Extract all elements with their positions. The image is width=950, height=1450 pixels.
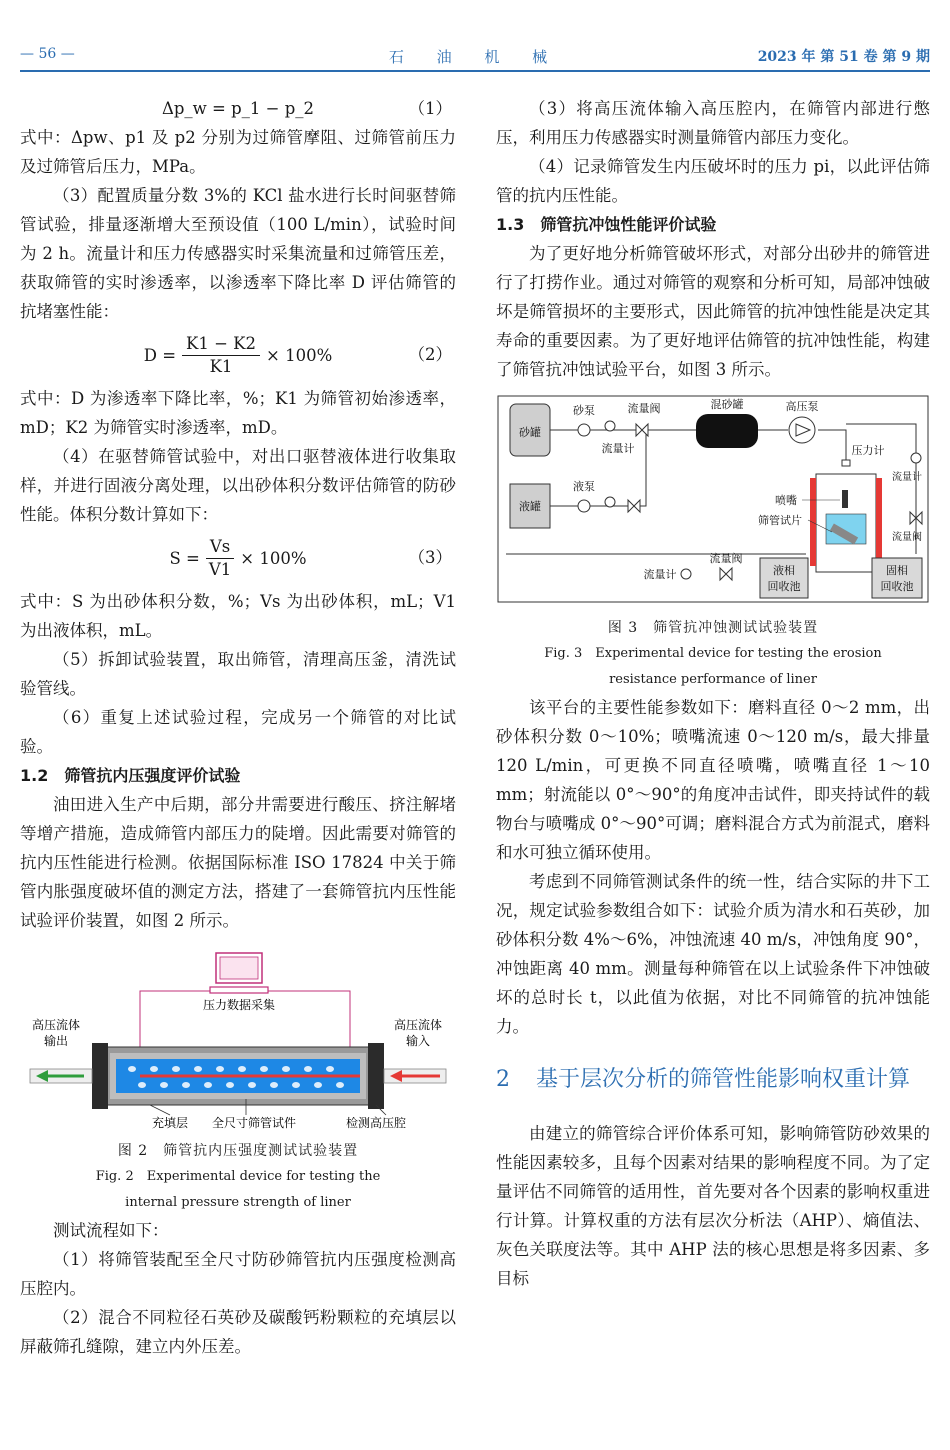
issue-info: 2023 年 第 51 卷 第 9 期	[757, 49, 930, 65]
paragraph: 式中：Δpw、p1 及 p2 分别为过筛管摩阻、过筛管前压力及过筛管后压力，MPa。	[20, 128, 456, 176]
figure-2-caption-en: internal pressure strength of liner	[125, 1195, 351, 1210]
fig3-liq-recovery-label: 液相	[773, 564, 795, 577]
sand-pump-icon	[578, 424, 590, 436]
fig3-sand-pump-label: 砂泵	[573, 404, 595, 417]
paragraph: （4）在驱替筛管试验中，对出口驱替液体进行收集取样，并进行固液分离处理，以出砂体积分数评估筛管的防砂性能。体积分数计算如下：	[20, 447, 456, 524]
fig3-liquid-tank-label: 液罐	[519, 500, 541, 513]
paragraph: 测试流程如下：	[53, 1221, 169, 1240]
fig3-flow-valve-label: 流量阀	[627, 402, 661, 415]
fig2-output-label: 输出	[43, 1034, 69, 1048]
equation-1-number: （1）	[408, 99, 452, 118]
paragraph: 为了更好地分析筛管破坏形式，对部分出砂井的筛管进行了打捞作业。通过对筛管的观察和分析可知，局部冲蚀破坏是筛管损坏的主要形式，因此筛管的抗冲蚀性能是决定其寿命的重要因素。为了更好地评估筛管的抗冲蚀性能，构建了筛管抗冲蚀试验平台，如图 3 所示。	[496, 244, 930, 379]
pressure-gauge-icon	[842, 460, 850, 466]
paragraph: （1）将筛管装配至全尺寸防砂筛管抗内压强度检测高压腔内。	[20, 1250, 456, 1298]
fig3-nozzle-label: 喷嘴	[775, 494, 797, 507]
equation-3-rhs: × 100%	[240, 548, 307, 568]
figure-2-diagram	[20, 949, 456, 1129]
sand-mixer	[696, 414, 758, 448]
paragraph: （4）记录筛管发生内压破坏时的压力 pi，以此评估筛管的抗内压性能。	[496, 157, 930, 205]
paragraph: 式中：S 为出砂体积分数，%；Vs 为出砂体积，mL；V1 为出液体积，mL。	[20, 592, 456, 640]
equation-2-denominator: K1	[209, 356, 233, 376]
fig3-bottom-valve-label: 流量阀	[709, 552, 743, 565]
section-heading-2	[496, 1063, 930, 1097]
fig3-liquid-pump-label: 液泵	[573, 480, 595, 493]
data-wire	[140, 991, 210, 1053]
equation-3-fraction	[206, 536, 234, 581]
fig3-right-valve-label: 流量阀	[892, 532, 922, 543]
fig3-right-meter-label: 流量计	[892, 472, 922, 483]
fig3-solid-recovery-label: 回收池	[880, 580, 914, 593]
equation-2-fraction	[182, 333, 260, 378]
figure-3-caption-en: Fig. 3 Experimental device for testing the erosion	[544, 646, 882, 661]
fig3-mixer-label: 混砂罐	[710, 398, 744, 411]
paragraph: （5）拆卸试验装置，取出筛管，清理高压釜，清洗试验管线。	[20, 650, 456, 698]
fig2-specimen-label: 全尺寸筛管试件	[211, 1116, 297, 1129]
paragraph: （6）重复上述试验过程，完成另一个筛管的对比试验。	[20, 708, 456, 756]
fig3-sand-tank-label: 砂罐	[519, 426, 541, 439]
end-cap-right	[368, 1043, 384, 1109]
equation-2-numerator: K1 − K2	[182, 333, 260, 356]
figure-2-caption-en: Fig. 2 Experimental device for testing the	[95, 1169, 381, 1184]
fig2-daq-label: 压力数据采集	[202, 998, 276, 1012]
fig3-solid-recovery-label: 固相	[886, 564, 908, 577]
equation-2-number: （2）	[408, 345, 452, 364]
figure-2-caption-zh: 图 2 筛管抗内压强度测试试验装置	[117, 1143, 359, 1159]
paragraph: （3）将高压流体输入高压腔内，在筛管内部进行憋压，利用压力传感器实时测量筛管内部压力变化。	[496, 99, 930, 147]
left-column	[20, 94, 456, 1361]
paragraph: （3）配置质量分数 3%的 KCl 盐水进行长时间驱替筛管试验，排量逐渐增大至预设值（100 L/min），试验时间为 2 h。流量计和压力传感器实时采集流量和过筛管压差，获取筛管的实时渗透率，以渗透率下降比率 D 评估筛管的抗堵塞性能：	[20, 186, 456, 321]
fig3-specimen-label: 筛管试片	[758, 514, 802, 527]
equation-3	[20, 529, 456, 587]
equation-2-rhs: × 100%	[266, 345, 333, 365]
paragraph: 油田进入生产中后期，部分井需要进行酸压、挤注解堵等增产措施，造成筛管内部压力的陡增。因此需要对筛管的抗内压性能进行检测。依据国际标准 ISO 17824 中关于筛管内胀强度破坏值的测定方法，搭建了一套筛管抗内压性能试验评价装置，如图 2 所示。	[20, 795, 456, 930]
page-number: — 56 —	[20, 46, 75, 62]
running-header	[20, 44, 930, 70]
fig3-liq-recovery-label: 回收池	[767, 580, 801, 593]
end-cap-left	[92, 1043, 108, 1109]
paragraph: 考虑到不同筛管测试条件的统一性，结合实际的井下工况，规定试验参数组合如下：试验介质为清水和石英砂，加砂体积分数 4%～6%，冲蚀流速 40 m/s，冲蚀角度 90°，冲蚀距离 40 mm。测量每种筛管在以上试验条件下冲蚀破坏的总时长 t，以此值为依据，对比不同筛管的抗冲蚀能力。	[496, 872, 930, 1036]
fig2-input-label: 高压流体	[393, 1018, 443, 1032]
section-heading-1-3: 1.3 筛管抗冲蚀性能评价试验	[496, 215, 717, 234]
figure-3	[496, 394, 930, 693]
equation-2	[20, 326, 456, 384]
fig2-chamber-label: 检测高压腔	[345, 1116, 407, 1129]
figure-3-diagram	[496, 394, 930, 606]
section-heading-1-2: 1.2 筛管抗内压强度评价试验	[20, 766, 241, 785]
equation-3-numerator: Vs	[206, 536, 234, 559]
paragraph: 由建立的筛管综合评价体系可知，影响筛管防砂效果的性能因素较多，且每个因素对结果的影响程度不同。为了定量评估不同筛管的适用性，首先要对各个因素的影响权重进行计算。计算权重的方法有层次分析法（AHP）、熵值法、灰色关联度法等。其中 AHP 法的核心思想是将多因素、多目标	[496, 1124, 930, 1288]
figure-3-caption-zh: 图 3 筛管抗冲蚀测试试验装置	[607, 620, 819, 636]
equation-1-body: Δp_w = p_1 − p_2	[161, 99, 315, 118]
equation-3-denominator: V1	[208, 559, 232, 579]
equation-3-lhs: S =	[169, 548, 200, 568]
fig2-input-label: 输入	[405, 1034, 431, 1048]
fig2-output-label: 高压流体	[31, 1018, 81, 1032]
computer-icon	[210, 953, 268, 993]
liquid-pump-icon	[578, 500, 590, 512]
fig2-fill-label: 充填层	[151, 1116, 189, 1129]
section-2-number: 2	[496, 1067, 510, 1092]
paragraph: （2）混合不同粒径石英砂及碳酸钙粉颗粒的充填层以屏蔽筛孔缝隙，建立内外压差。	[20, 1308, 456, 1356]
figure-2	[20, 949, 456, 1216]
paragraph: 该平台的主要性能参数如下：磨料直径 0～2 mm，出砂体积分数 0～10%；喷嘴流速 0～120 m/s，最大排量 120 L/min，可更换不同直径喷嘴，喷嘴直径 1～10 mm；射流能以 0°～90°的角度冲击试件，即夹持试件的载物台与喷嘴成 0°～90°可调；磨料混合方式为前混式，磨料和水可独立循环使用。	[496, 698, 930, 862]
figure-3-caption-en: resistance performance of liner	[609, 672, 817, 687]
fig3-pressure-gauge-label: 压力计	[851, 444, 885, 457]
section-2-title: 基于层次分析的筛管性能影响权重计算	[536, 1067, 911, 1092]
nozzle-icon	[842, 490, 848, 508]
fig3-hp-pump-label: 高压泵	[785, 400, 819, 413]
data-wire	[268, 991, 350, 1053]
equation-3-number: （3）	[408, 548, 452, 567]
flowmeter-icon	[605, 421, 615, 431]
paragraph: 式中：D 为渗透率下降比率，%；K1 为筛管初始渗透率，mD；K2 为筛管实时渗透率，mD。	[20, 389, 456, 437]
valve-icon	[636, 424, 648, 436]
journal-title: 石 油 机 械	[388, 48, 562, 66]
right-column	[496, 94, 930, 1293]
equation-2-lhs: D =	[143, 345, 177, 365]
equation-1	[20, 94, 456, 123]
header-rule	[20, 70, 930, 72]
fig3-bottom-flowmeter-label: 流量计	[643, 568, 677, 581]
fig3-flowmeter-label: 流量计	[601, 442, 635, 455]
